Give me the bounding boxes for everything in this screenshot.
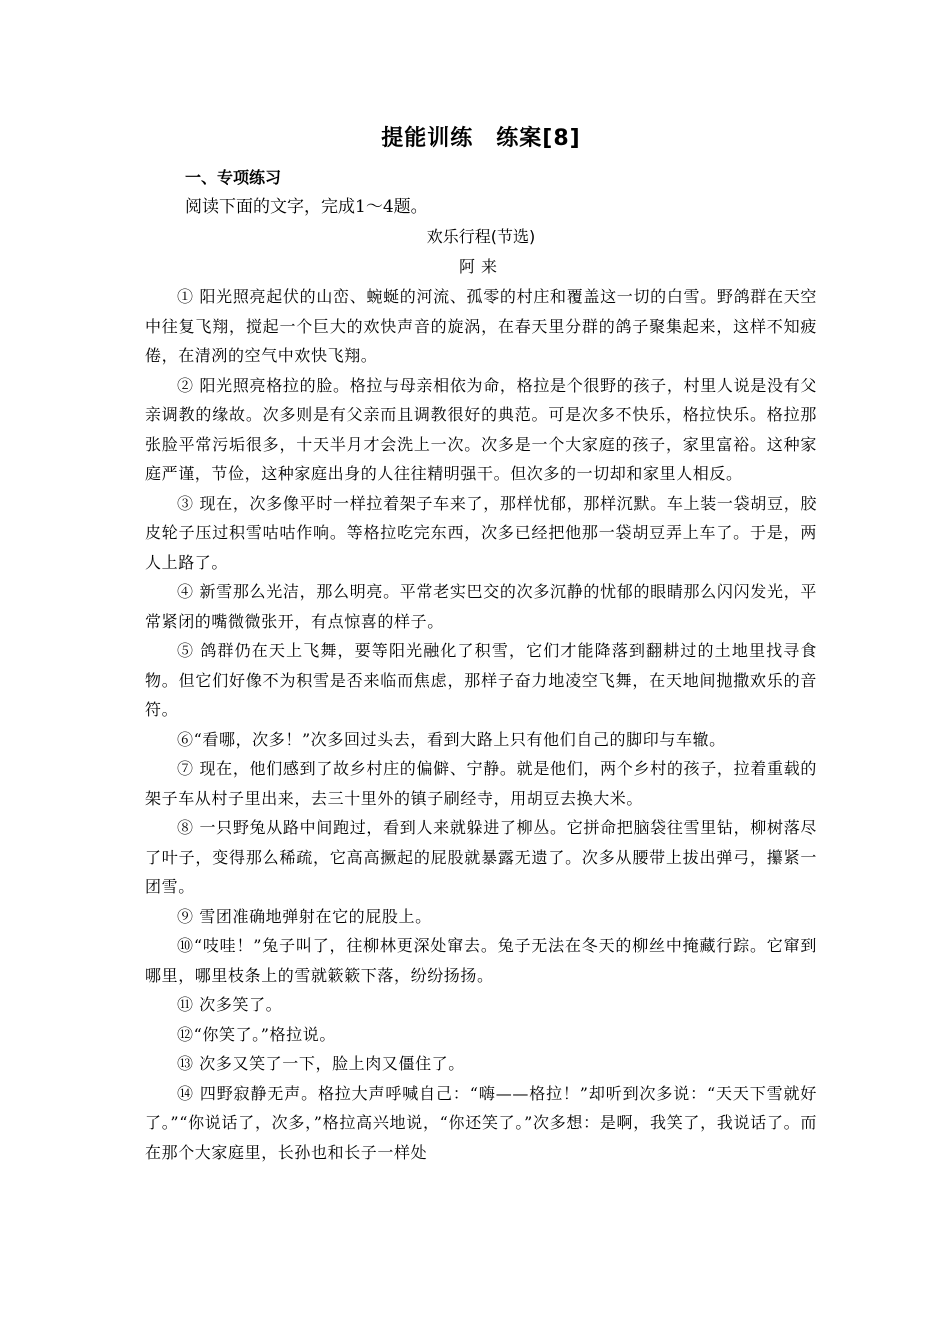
paragraph-7: ⑦ 现在，他们感到了故乡村庄的偏僻、宁静。就是他们，两个乡村的孩子，拉着重载的架子车从村子里出来，去三十里外的镇子刷经寺，用胡豆去换大米。 (145, 759, 817, 808)
section-heading: 一、专项练习 (185, 168, 282, 187)
paragraph-4: ④ 新雪那么光洁，那么明亮。平常老实巴交的次多沉静的忧郁的眼睛那么闪闪发光，平常紧闭的嘴微微张开，有点惊喜的样子。 (145, 582, 817, 631)
paragraph-14: ⑭ 四野寂静无声。格拉大声呼喊自己：“嗨——格拉！”却听到次多说：“天天下雪就好了。”“你说话了，次多，”格拉高兴地说，“你还笑了。”次多想：是啊，我笑了，我说话了。而在那个大家庭里，长孙也和长子一样处 (145, 1083, 817, 1162)
paragraph-3: ③ 现在，次多像平时一样拉着架子车来了，那样忧郁，那样沉默。车上装一袋胡豆，胶皮轮子压过积雪咕咕作响。等格拉吃完东西，次多已经把他那一袋胡豆弄上车了。于是，两人上路了。 (145, 493, 817, 572)
paragraph-2: ② 阳光照亮格拉的脸。格拉与母亲相依为命，格拉是个很野的孩子，村里人说是没有父亲调教的缘故。次多则是有父亲而且调教很好的典范。可是次多不快乐，格拉快乐。格拉那张脸平常污垢很多，十天半月才会洗上一次。次多是一个大家庭的孩子，家里富裕。这种家庭严谨，节俭，这种家庭出身的人往往精明强干。但次多的一切却和家里人相反。 (145, 375, 817, 483)
exercise-instruction: 阅读下面的文字，完成1～4题。 (185, 197, 428, 217)
paragraph-9: ⑨ 雪团准确地弹射在它的屁股上。 (177, 906, 432, 926)
article-body (145, 282, 817, 1167)
document-page (145, 120, 817, 1167)
paragraph-12: ⑫“你笑了。”格拉说。 (177, 1024, 336, 1044)
article-title: 欢乐行程(节选) (426, 227, 536, 246)
paragraph-10: ⑩“吱哇！”兔子叫了，往柳林更深处窜去。兔子无法在冬天的柳丝中掩藏行踪。它窜到哪里，哪里枝条上的雪就簌簌下落，纷纷扬扬。 (145, 936, 817, 985)
paragraph-1: ① 阳光照亮起伏的山峦、蜿蜒的河流、孤零的村庄和覆盖这一切的白雪。野鸽群在天空中往复飞翔，搅起一个巨大的欢快声音的旋涡，在春天里分群的鸽子聚集起来，这样不知疲倦，在清冽的空气中欢快飞翔。 (145, 287, 817, 365)
article-author: 阿来 (458, 257, 503, 276)
paragraph-5: ⑤ 鸽群仍在天上飞舞，要等阳光融化了积雪，它们才能降落到翻耕过的土地里找寻食物。但它们好像不为积雪是否来临而焦虑，那样子奋力地凌空飞舞，在天地间抛撒欢乐的音符。 (145, 641, 817, 719)
paragraph-6: ⑥“看哪，次多！”次多回过头去，看到大路上只有他们自己的脚印与车辙。 (177, 729, 726, 749)
document-title: 提能训练 练案[8] (381, 126, 581, 151)
paragraph-13: ⑬ 次多又笑了一下，脸上肉又僵住了。 (177, 1054, 465, 1073)
paragraph-8: ⑧ 一只野兔从路中间跑过，看到人来就躲进了柳丛。它拼命把脑袋往雪里钻，柳树落尽了叶子，变得那么稀疏，它高高撅起的屁股就暴露无遗了。次多从腰带上拔出弹弓，攥紧一团雪。 (145, 818, 817, 896)
paragraph-11: ⑪ 次多笑了。 (177, 995, 283, 1014)
